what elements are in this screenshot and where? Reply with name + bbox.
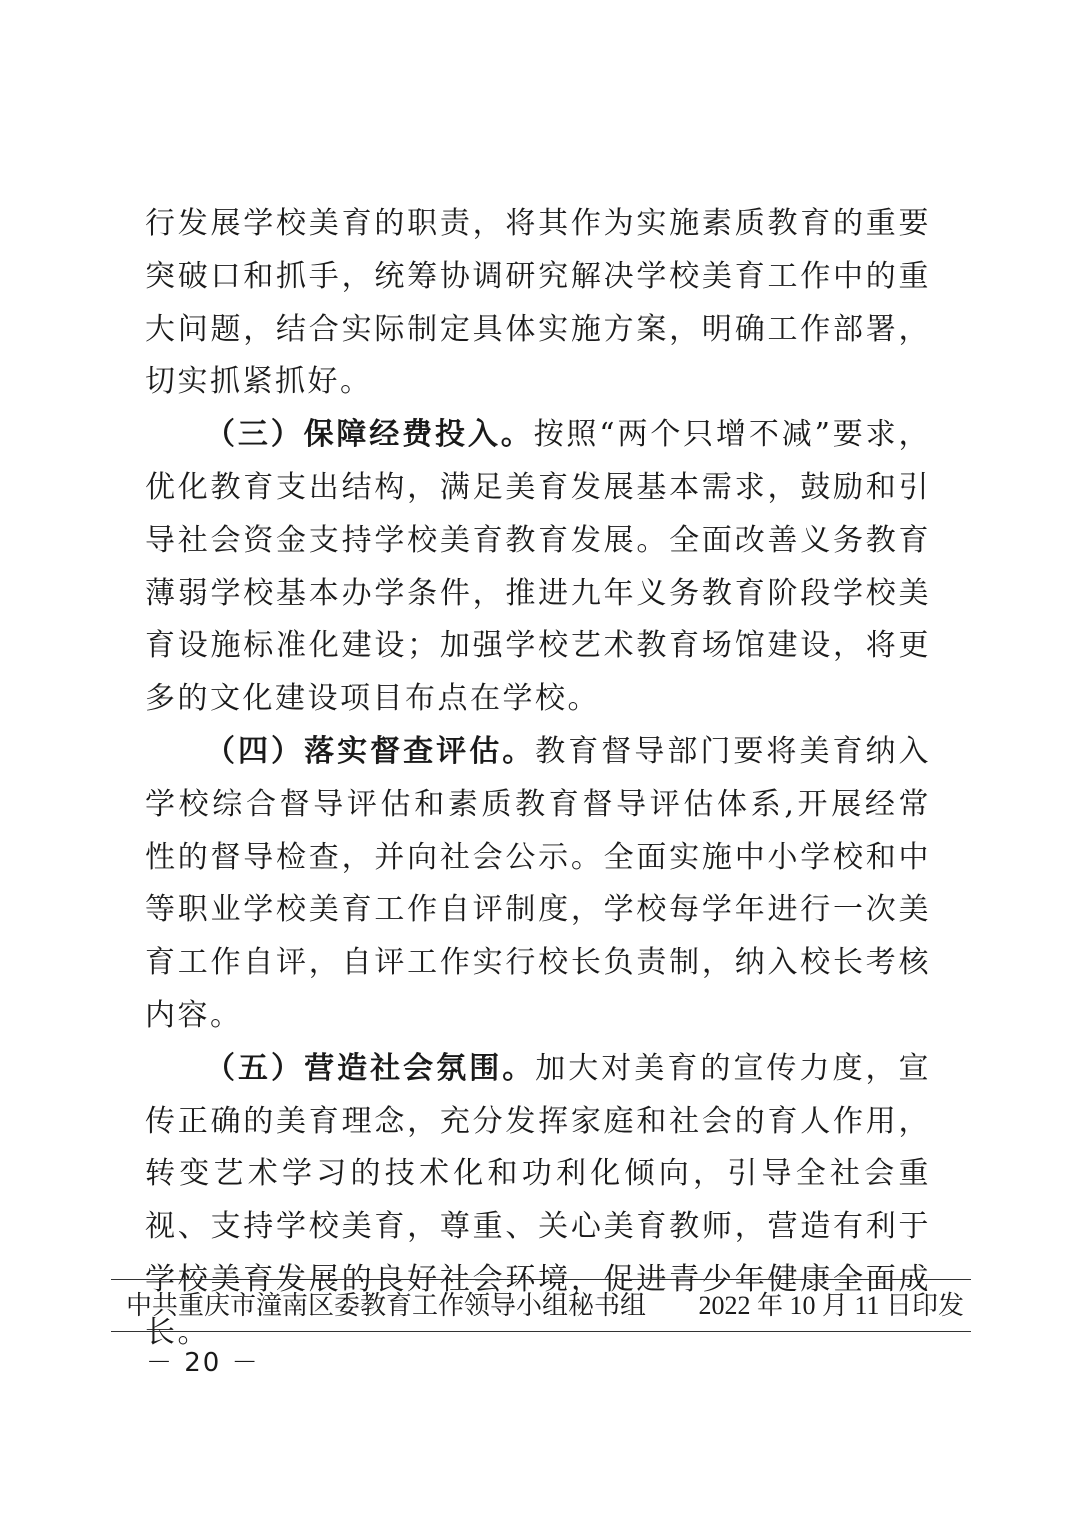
paragraph-supervision — [145, 726, 931, 1043]
paragraph-text: 行发展学校美育的职责，将其作为实施素质教育的重要突破口和抓手，统筹协调研究解决学校美育工作中的重大问题，结合实际制定具体实施方案，明确工作部署，切实抓紧抓好。 — [145, 206, 931, 400]
document-body — [145, 198, 931, 1360]
section-heading: （四）落实督查评估。 — [205, 733, 536, 769]
paragraph-text: 按照“两个只增不减”要求，优化教育支出结构，满足美育发展基本需求，鼓励和引导社会资金支持学校美育教育发展。全面改善义务教育薄弱学校基本办学条件，推进九年义务教育阶段学校美育设施标准化建设；加强学校艺术教育场馆建设，将更多的文化建设项目布点在学校。 — [145, 417, 931, 717]
page-number: － 20 － — [146, 1348, 260, 1378]
paragraph-continuation — [145, 198, 931, 409]
paragraph-text: 加大对美育的宣传力度，宣传正确的美育理念，充分发挥家庭和社会的育人作用，转变艺术学习的技术化和功利化倾向，引导全社会重视、支持学校美育，尊重、关心美育教师，营造有利于学校美育发展的良好社会环境，促进青少年健康全面成长。 — [145, 1050, 932, 1350]
footer-top-rule — [111, 1279, 971, 1280]
footer-print-date: 2022 年 10 月 11 日印发 — [698, 1291, 964, 1320]
footer-bottom-rule — [111, 1331, 971, 1332]
section-heading: （三）保障经费投入。 — [205, 417, 534, 453]
paragraph-funding — [145, 409, 931, 726]
footer-issuer: 中共重庆市潼南区委教育工作领导小组秘书组 — [126, 1291, 647, 1321]
section-heading: （五）营造社会氛围。 — [205, 1050, 536, 1086]
paragraph-text: 教育督导部门要将美育纳入学校综合督导评估和素质教育督导评估体系,开展经常性的督导检查，并向社会公示。全面实施中小学校和中等职业学校美育工作自评制度，学校每学年进行一次美育工作自评，自评工作实行校长负责制，纳入校长考核内容。 — [145, 733, 932, 1033]
